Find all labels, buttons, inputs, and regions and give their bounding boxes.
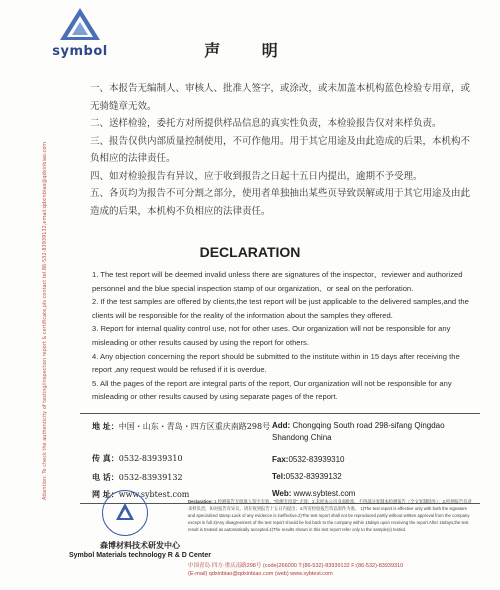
- website-en: Web: www.sybtest.com: [272, 489, 356, 498]
- english-declaration-list: [92, 268, 477, 404]
- fax-cn: 传 真：0532-83939310: [92, 453, 183, 463]
- website-cn: 网 址：www.sybtest.com: [92, 489, 190, 499]
- triangle-logo-icon: [58, 6, 102, 42]
- phone-cn: 电 话：0532-83939132: [92, 472, 183, 482]
- cn-item-2: 二、送样检验，委托方对所提供样品信息的真实性负责，本检验报告仅对来样负责。: [90, 118, 442, 129]
- divider-top: [80, 413, 480, 414]
- en-item-3: 3. Report for internal quality control use, not for other uses. Our organization will not be responsible for any misleading or other results caused by using the report for others.: [92, 324, 451, 347]
- organization-seal: [102, 490, 148, 536]
- cn-item-5: 五、各页均为报告不可分割之部分，使用者单独抽出某些页导致误解或用于其它用途及由此造成的后果，本机构不负相应的法律责任。: [90, 188, 471, 217]
- address-cn: 地 址：中国・山东・青岛・四方区重庆南路298号: [92, 421, 271, 431]
- seal-emblem-icon: [115, 502, 135, 522]
- phone-en: Tel:0532-83939132: [272, 472, 342, 481]
- en-item-4: 4. Any objection concerning the report should be submitted to the institute within in 15 days after receiving the report ,any request would be refused if it is overdue.: [92, 351, 460, 375]
- fax-en: Fax:0532-83939310: [272, 455, 345, 464]
- address-en: Add: Chongqing South road 298-sifang Qingdao Shandong China: [272, 421, 445, 442]
- en-item-1: 1. The test report will be deemed invalid unless there are signatures of the inspector、reviewer and authorized personnel and the blue special inspection stamp of our organization、or seal on the perforation.: [92, 270, 463, 293]
- title-chinese: 声 明: [204, 41, 296, 60]
- title-english: DECLARATION: [199, 244, 301, 260]
- cn-item-3: 三、报告仅供内部质量控制使用，不可作他用。用于其它用途及由此造成的后果，本机构不负相应的法律责任。: [90, 135, 471, 164]
- authenticity-side-note: Attention: To check the authenticity of testing/inspection report & certificate,pls contact tel.86-532-83939132,email:qdxinbiao@qdxinbiao.com: [42, 141, 48, 500]
- en-item-2: 2. If the test samples are offered by clients,the test report will be just applicable to the delivered samples,and the clients will be responsible for the reality of the information about the samples they offered.: [92, 297, 469, 320]
- logo-text: symbol: [52, 44, 108, 59]
- en-item-5: 5. All the pages of the report are integral parts of the report, Our organization will not be responsible for any misleading or other results caused by using separate pages of the report.: [92, 378, 452, 402]
- cn-item-4: 四、如对检验报告有异议，应于收到报告之日起十五日内提出，逾期不予受理。: [90, 170, 423, 182]
- chinese-declaration-list: [90, 80, 475, 220]
- footer-contact: 中国青岛·四方·重庆南路298号 (code)266000 T:(86-532)-83939132 F:(86-532)-83939310 (E-mail) qdxinbiao@qdxinbiao.com (web) www.sybtest.com: [188, 563, 404, 577]
- cn-item-1: 一、本报告无编制人、审核人、批准人签字，或涂改，或未加盖本机构蓝色检验专用章，或无骑缝章无效。: [90, 83, 471, 112]
- footer-declaration: Declaration: 1.检测报告无批准人签字无效，"检测专用章" 无效；2.未经本公司书面批准，不得部分复制本检测报告（全文复制除外）；3.检测报告仅对来样负责，如对报告有异议，请在收到报告十五日内提出；4.所有检验报告均以原件为准。 1)The test report is effective only with both the signature and specialized stamp.Lack of any evidence is ineffective.2)The test report shall not be reproduced partly without written approval from the company except in full.3)Any disagreement of the test report should be fed back to the company within 15days upon receiving the report.After 15days,the test result is treated as automatically accepted.4)The results shown in this test report refer only to the sample(s) tested.: [188, 499, 472, 532]
- org-name-en: Symbol Materials technology R & D Center: [69, 552, 211, 559]
- org-name-cn: 森博材料技术研发中心: [100, 540, 180, 550]
